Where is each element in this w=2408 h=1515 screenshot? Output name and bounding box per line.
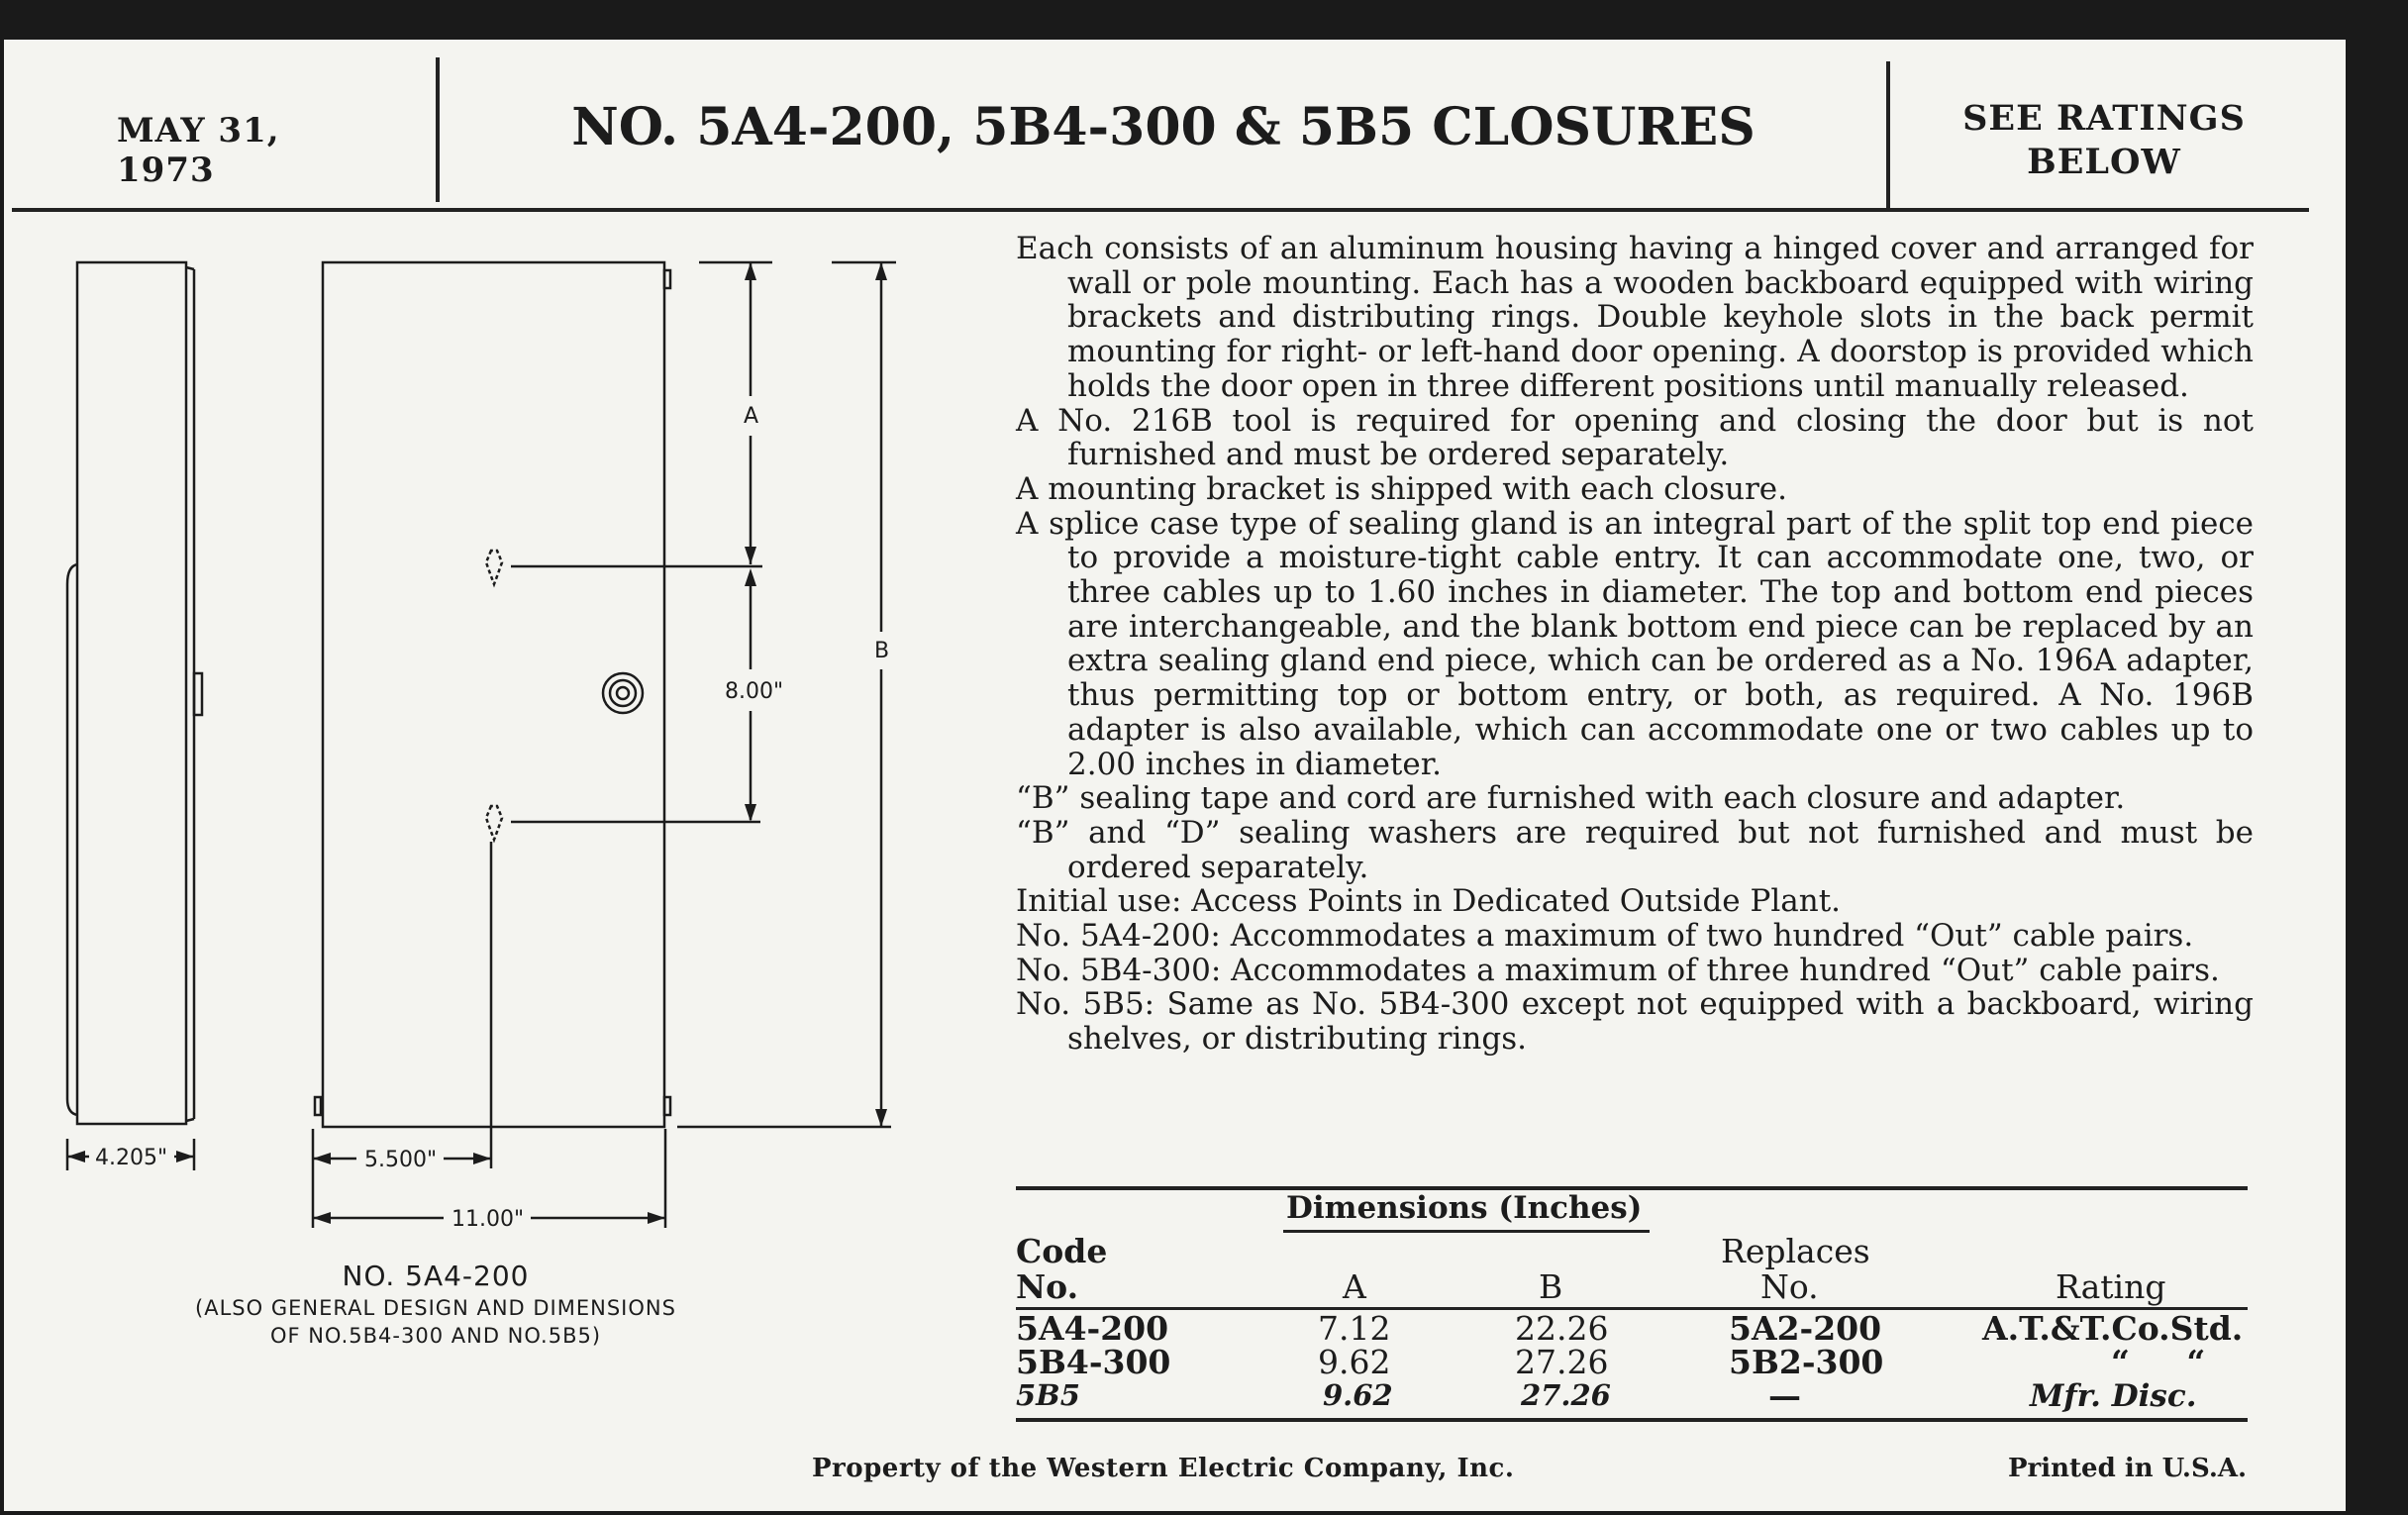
- col-b: B: [1539, 1267, 1563, 1306]
- cell-b: 27.26: [1521, 1378, 1611, 1412]
- cell-replaces: 5A2-200: [1729, 1309, 1882, 1348]
- group-header: Dimensions (Inches): [1286, 1190, 1643, 1226]
- drawing-caption: [129, 1262, 743, 1350]
- hinge-top: [664, 270, 670, 288]
- cell-a: 7.12: [1318, 1309, 1391, 1348]
- description-paragraph: No. 5A4-200: Accommodates a maximum of two hundred “Out” cable pairs.: [1016, 918, 2194, 955]
- keyhole-lower: [486, 806, 502, 840]
- dim-label-8: 8.00": [725, 679, 784, 704]
- description-paragraph: A mounting bracket is shipped with each closure.: [1016, 470, 1787, 507]
- rating-note-line2: BELOW: [2027, 142, 2181, 182]
- cell-code: 5B4-300: [1016, 1343, 1171, 1381]
- col-replaces-line1: Replaces: [1721, 1232, 1870, 1270]
- rating-note-line1: SEE RATINGS: [1962, 98, 2246, 139]
- description-paragraph: No. 5B4-300: Accommodates a maximum of three hundred “Out” cable pairs.: [1016, 952, 2220, 988]
- table-bottom-rule: [1016, 1418, 2248, 1422]
- dim-label-a: A: [744, 404, 759, 429]
- front-view-door: [323, 262, 664, 1127]
- cell-rating: “ “: [2111, 1343, 2206, 1381]
- cell-rating: A.T.&T.Co.Std.: [1982, 1309, 2244, 1348]
- col-code-line1: Code: [1016, 1232, 1108, 1270]
- cell-b: 22.26: [1515, 1309, 1609, 1348]
- col-rating: Rating: [2056, 1267, 2166, 1306]
- cell-a: 9.62: [1323, 1378, 1393, 1412]
- cell-code: 5B5: [1016, 1378, 1080, 1412]
- cell-replaces: —: [1768, 1376, 1801, 1415]
- description-paragraph: No. 5B5: Same as No. 5B4-300 except not equipped with a backboard, wiring shelves, or distributing rings.: [1016, 986, 2254, 1058]
- cell-b: 27.26: [1515, 1343, 1609, 1381]
- col-code-line2: No.: [1016, 1267, 1079, 1306]
- col-replaces-line2: No.: [1760, 1267, 1819, 1306]
- caption-line2: (ALSO GENERAL DESIGN AND DIMENSIONS: [195, 1296, 676, 1320]
- side-view-handle: [67, 564, 77, 1115]
- side-view-body: [77, 262, 186, 1124]
- description-paragraph: “B” and “D” sealing washers are required but not furnished and must be ordered separately.: [1016, 814, 2254, 885]
- issue-date: MAY 31, 1973: [117, 111, 280, 190]
- keyhole-upper: [486, 551, 502, 584]
- caption-line1: NO. 5A4-200: [342, 1260, 530, 1292]
- hinge-bottom-right: [664, 1097, 670, 1115]
- dim-label-5500: 5.500": [364, 1148, 438, 1172]
- description-paragraph: “B” sealing tape and cord are furnished with each closure and adapter.: [1016, 780, 2126, 817]
- dim-label-1100: 11.00": [452, 1207, 525, 1232]
- description-paragraph: Each consists of an aluminum housing having a hinged cover and arranged for wall or pole mounting. Each has a wooden backboard equipped with wiring brackets and distributing rings. Double keyhole slots in the back permit mounting for right- or left-hand door opening. A doorstop is provided which holds the door open in three different positions until manually released.: [1016, 231, 2254, 404]
- caption-line3: OF NO.5B4-300 AND NO.5B5): [269, 1324, 602, 1348]
- side-view-latch: [194, 673, 202, 715]
- col-a: A: [1343, 1267, 1366, 1306]
- page-title: NO. 5A4-200, 5B4-300 & 5B5 CLOSURES: [571, 97, 1756, 157]
- cell-rating: Mfr. Disc.: [2030, 1378, 2197, 1414]
- hinge-bottom-left: [315, 1097, 321, 1115]
- cell-code: 5A4-200: [1016, 1309, 1169, 1348]
- description: [1016, 232, 2254, 1057]
- dim-label-b: B: [874, 639, 890, 663]
- description-paragraph: A No. 216B tool is required for opening and closing the door but is not furnished and must be ordered separately.: [1016, 402, 2254, 473]
- cell-replaces: 5B2-300: [1729, 1343, 1884, 1381]
- dim-label-4205: 4.205": [95, 1146, 168, 1170]
- description-paragraph: Initial use: Access Points in Dedicated Outside Plant.: [1016, 883, 1842, 920]
- description-paragraph: A splice case type of sealing gland is an integral part of the split top end piece to provide a moisture-tight cable entry. It can accommodate one, two, or three cables up to 1.60 inches in diameter. The top and bottom end pieces are interchangeable, and the blank bottom end piece can be replaced by an extra sealing gland end piece, which can be ordered as a No. 196A adapter, thus permitting top or bottom entry, or both, as required. A No. 196B adapter is also available, which can accommodate one or two cables up to 2.00 inches in diameter.: [1016, 505, 2254, 782]
- footer-printed: Printed in U.S.A.: [2008, 1454, 2248, 1483]
- group-header-underline: [1283, 1230, 1650, 1233]
- cell-a: 9.62: [1318, 1343, 1391, 1381]
- footer-ownership: Property of the Western Electric Company, Inc.: [812, 1454, 1515, 1483]
